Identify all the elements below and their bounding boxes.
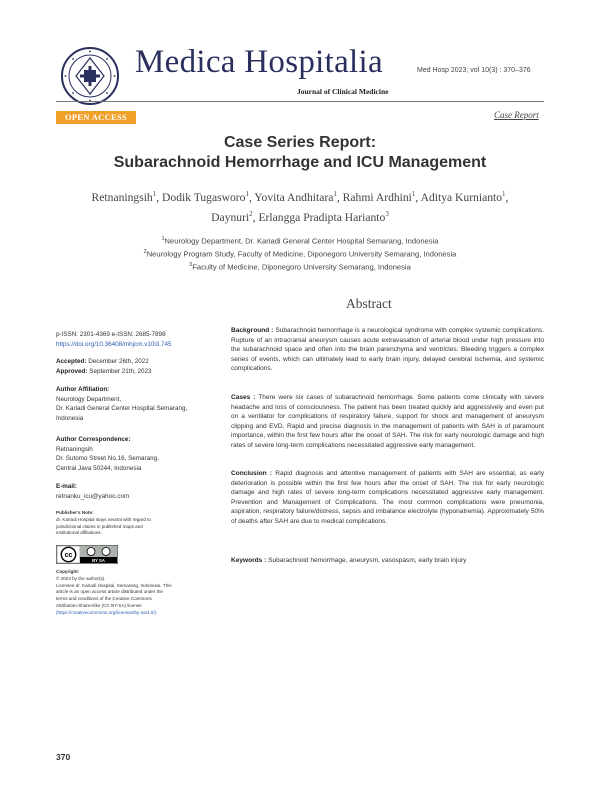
copyright-line: article is an open access article distributed under the — [56, 589, 163, 595]
abstract-keywords — [231, 556, 544, 566]
author: Retnaningsih$^1$ — [91, 190, 157, 204]
svg-text:cc: cc — [64, 552, 73, 559]
background-label: Background : — [231, 327, 274, 334]
accepted-date: December 26th, 2022 — [88, 358, 149, 365]
citation: Med Hosp 2023; vol 10(3) : 370–376 — [417, 67, 531, 74]
author-correspondence-block — [56, 435, 216, 473]
keywords-label: Keywords : — [231, 557, 267, 564]
author: Yovita Andhitara$^1$ — [254, 190, 337, 204]
cc-by-sa-license-icon[interactable] — [56, 545, 118, 564]
affiliation-line: Indonesia — [56, 414, 84, 422]
article-title-line2: Subarachnoid Hemorrhage and ICU Management — [113, 154, 487, 171]
conclusion-label: Conclusion : — [231, 470, 273, 477]
copyright-line: Licensee dr. Kariadi Hospital, Semarang, Indonesia. This — [56, 582, 172, 588]
affiliation-line: Neurology Department, — [56, 395, 122, 403]
license-link[interactable]: (https://creativecommons.org/licenses/by-sa/4.0/). — [56, 609, 158, 615]
author-list: Retnaningsih$^1$, Dodik Tugasworo$^1$, Yovita Andhitara$^1$, Rahmi Ardhini$^1$, Aditya Kurnianto$^1$, Daynuri$^2$, Erlangga Pradipta Harianto$^3$ — [91, 190, 509, 224]
article-type-link[interactable]: Case Report — [494, 110, 539, 120]
email-label: E-mail: — [56, 483, 77, 490]
cases-text: There were six cases of subarachnoid hemorrhage. Some patients come clinically with severe headache and loss of consciousness. The patient has been treated quickly and aggressively and even put on a ventilator for complications of respiratory failure, support for shock and management of aneurysm clipping and EVD. Rapid and precise diagnosis in the management of patients with SAH is of paramount importance, within the first few hours after the onset of SAH. The risk for early neurologic damage and high rates of severe long-term complications necessitated aggressive early management. — [231, 394, 544, 449]
author: Rahmi Ardhini$^1$ — [342, 190, 416, 204]
abstract-background — [231, 326, 544, 374]
publisher-note-line: jurisdictional claims in published maps and — [56, 523, 143, 529]
author: Aditya Kurnianto$^1$ — [420, 190, 506, 204]
page-number: 370 — [56, 752, 71, 762]
publisher-note-line: institutional affiliations. — [56, 530, 102, 536]
email-link[interactable]: retnanku_icu@yahoo.com — [56, 492, 130, 500]
author-correspondence-label: Author Correspondence: — [56, 436, 131, 443]
header-divider — [56, 101, 544, 102]
copyright-block — [56, 569, 184, 617]
correspondence-line: Central Java 50244, Indonesia — [56, 464, 142, 472]
approved-date: September 21th, 2023 — [89, 367, 152, 375]
copyright-label: Copyright: — [56, 569, 80, 574]
journal-title: Medica Hospitalia — [135, 44, 383, 80]
affiliation-3: $^3$Faculty of Medicine, Diponegoro University Semarang, Indonesia — [189, 262, 411, 272]
issn: p-ISSN: 2301-4369 e-ISSN: 2685-7898 — [56, 331, 166, 338]
conclusion-text: Rapid diagnosis and attentive management of patients with SAH are essential, as early deterioration is possible within the first few hours after the onset of SAH. The risk for early neurologic damage and high rates of severe long-term complications necessitated aggressive early management. Prevention and Management of Complications. The most common complications were pneumonia, aspiration, respiratory failure/distress, sepsis and imbalance electrolyte (hyponatremia). Approximately 50% of deaths after SAH are due to medical complications. — [231, 470, 544, 525]
keywords-text: Subarachnoid hemorrhage, aneurysm, vasospasm, early brain injury — [268, 557, 467, 564]
affiliation-2: $^2$Neurology Program Study, Faculty of Medicine, Diponegoro University Semarang, Indonesia — [143, 249, 457, 259]
cc-badge-text: BY SA — [92, 558, 105, 563]
copyright-line: terms and conditions of the Creative Commons — [56, 596, 152, 602]
correspondence-line: Retnaningsih — [56, 445, 93, 453]
hospital-seal-logo — [60, 46, 120, 106]
author: Erlangga Pradipta Harianto$^3$ — [258, 209, 389, 224]
abstract-conclusion — [231, 469, 544, 526]
publisher-note — [56, 510, 184, 537]
article-title-line1: Case Series Report: — [223, 134, 377, 151]
author: Daynuri$^2$ — [211, 209, 253, 224]
doi-link[interactable]: https://doi.org/10.36408/mhjcm.v10i3.745 — [56, 340, 172, 348]
correspondence-line: Dr. Sutomo Street No.16, Semarang, — [56, 455, 159, 463]
journal-subtitle: Journal of Clinical Medicine — [297, 87, 389, 96]
approved-label: Approved: — [56, 367, 88, 375]
abstract-cases — [231, 393, 544, 450]
affiliation-1: $^1$Neurology Department, Dr. Kariadi General Center Hospital Semarang, Indonesia — [161, 236, 439, 246]
affiliation-line: Dr. Kariadi General Center Hospital Semarang, — [56, 405, 188, 413]
background-text: Subarachnoid hemorrhage is a neurological syndrome with complex systemic complications. Rupture of an intracranial aneurysm causes acute extravasation of arterial blood under high pressure into the subarachnoid space and often into the brain parenchyma and ventricles. Bleeding triggers a complex series of events, which can ultimately lead to early brain injury, delayed cerebral ischemia, and systemic complications. — [231, 327, 544, 373]
sidebar-identifiers — [56, 330, 216, 349]
sidebar-dates — [56, 357, 216, 376]
copyright-line: © 2023 by the author(s). — [56, 575, 106, 581]
open-access-badge: OPEN ACCESS — [56, 111, 136, 124]
author: Dodik Tugasworo$^1$ — [162, 190, 249, 204]
publisher-note-line: dr. Kariadi Hospital stays neutral with regard to — [56, 516, 151, 522]
email-block — [56, 482, 216, 501]
publisher-note-label: Publisher's Note: — [56, 510, 94, 515]
cases-label: Cases : — [231, 394, 256, 401]
copyright-line: Attribution-ShareAlike (CC BY-SA) license — [56, 602, 142, 608]
accepted-label: Accepted: — [56, 358, 87, 365]
author-affiliation-label: Author Affiliation: — [56, 386, 110, 393]
author-affiliation-block — [56, 385, 216, 423]
abstract-heading: Abstract — [346, 296, 392, 311]
